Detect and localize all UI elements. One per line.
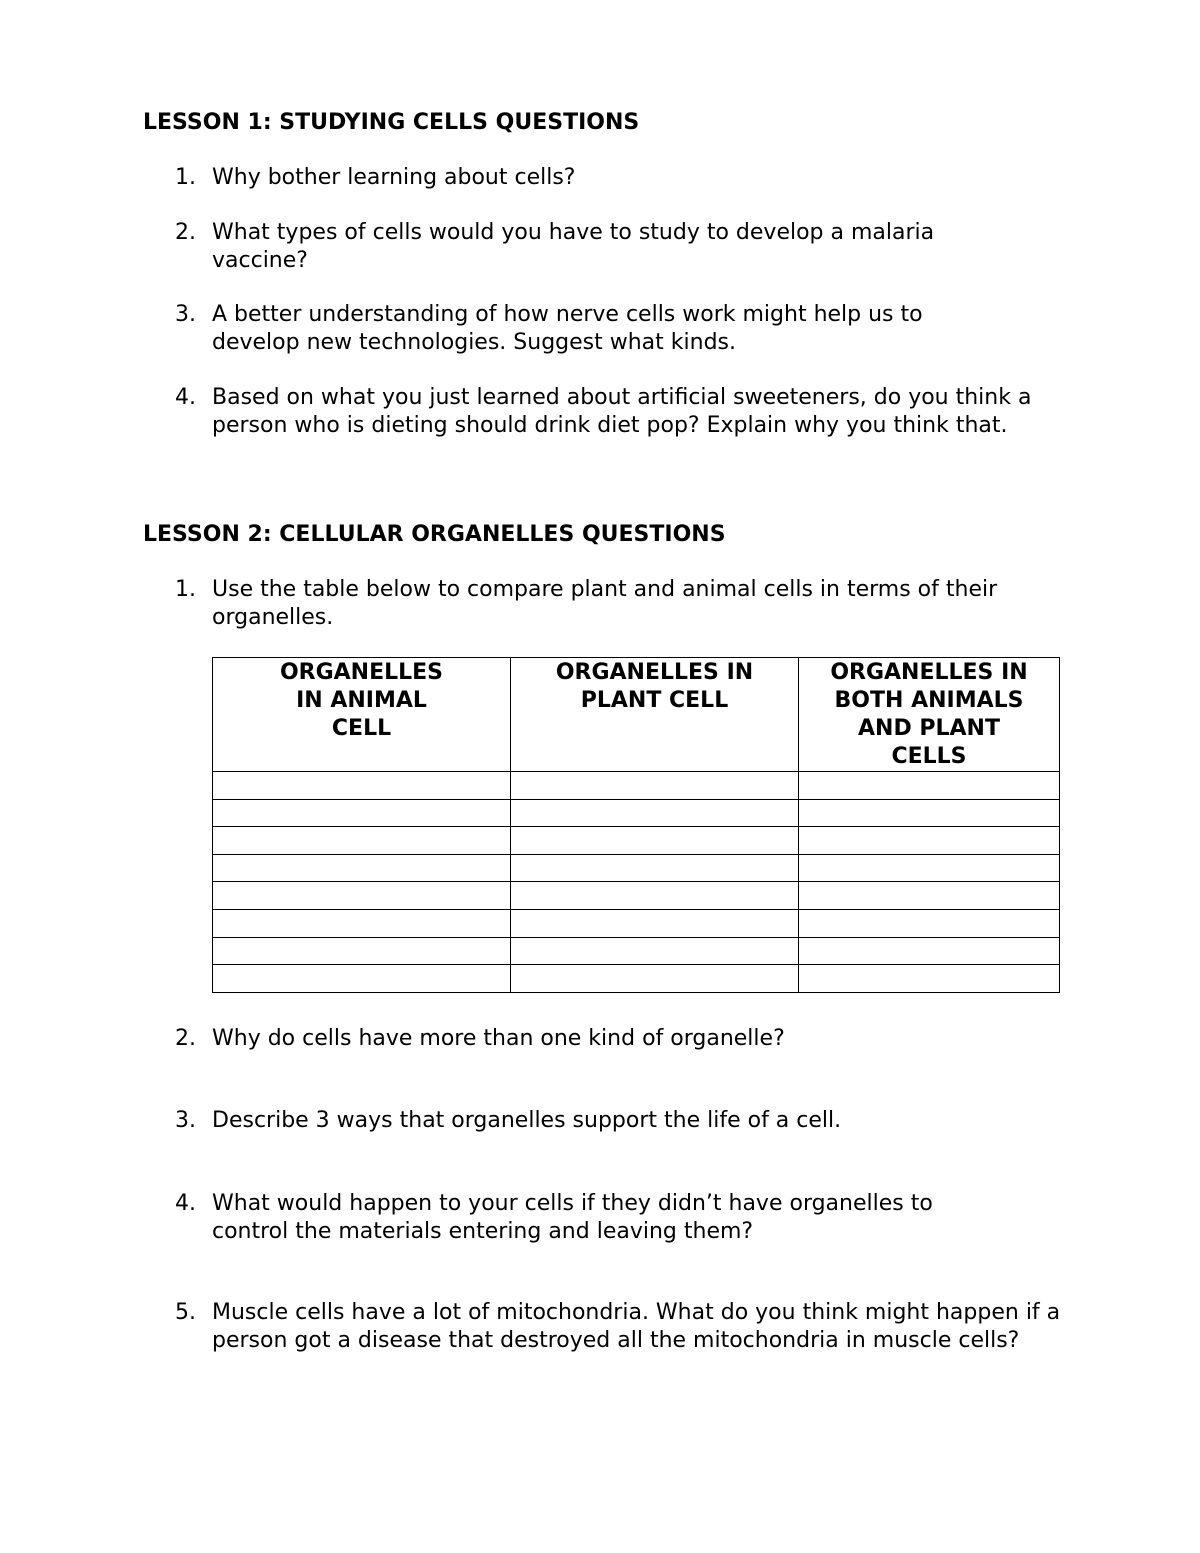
both-cells-cell[interactable]	[799, 827, 1060, 855]
question-number: 3.	[175, 302, 196, 327]
organelles-comparison-table	[212, 657, 1060, 993]
animal-cell-cell[interactable]	[213, 937, 511, 965]
lesson1-question-2	[175, 219, 1075, 275]
question-number: 2.	[175, 1026, 196, 1051]
plant-cell-cell[interactable]	[511, 854, 799, 882]
question-text: What would happen to your cells if they didn’t have organelles to control the materials entering and leaving them?	[212, 1191, 933, 1244]
both-cells-cell[interactable]	[799, 799, 1060, 827]
animal-cell-cell[interactable]	[213, 772, 511, 800]
question-text: Based on what you just learned about artificial sweeteners, do you think a person who is dieting should drink diet pop? Explain why you think that.	[212, 385, 1032, 438]
both-cells-cell[interactable]	[799, 937, 1060, 965]
both-cells-cell[interactable]	[799, 882, 1060, 910]
animal-cell-cell[interactable]	[213, 799, 511, 827]
plant-cell-cell[interactable]	[511, 882, 799, 910]
plant-cell-cell[interactable]	[511, 827, 799, 855]
question-text: Why do cells have more than one kind of organelle?	[212, 1026, 785, 1051]
header-animal-cell: ORGANELLES IN ANIMAL CELL	[213, 658, 511, 772]
animal-cell-cell[interactable]	[213, 827, 511, 855]
question-number: 2.	[175, 220, 196, 245]
question-number: 3.	[175, 1108, 196, 1133]
question-text: A better understanding of how nerve cells work might help us to develop new technologies. Suggest what kinds.	[212, 302, 923, 355]
table-row	[213, 854, 1060, 882]
animal-cell-cell[interactable]	[213, 909, 511, 937]
lesson1-question-3	[175, 301, 1075, 357]
table-row	[213, 799, 1060, 827]
question-number: 5.	[175, 1300, 196, 1325]
question-number: 1.	[175, 165, 196, 190]
header-both-cells: ORGANELLES IN BOTH ANIMALS AND PLANT CELLS	[799, 658, 1060, 772]
plant-cell-cell[interactable]	[511, 965, 799, 993]
table-row	[213, 909, 1060, 937]
question-number: 4.	[175, 385, 196, 410]
question-number: 1.	[175, 577, 196, 602]
plant-cell-cell[interactable]	[511, 772, 799, 800]
table-row	[213, 772, 1060, 800]
plant-cell-cell[interactable]	[511, 909, 799, 937]
lesson2-question-5	[175, 1299, 1075, 1355]
table-row	[213, 965, 1060, 993]
question-text: Why bother learning about cells?	[212, 165, 576, 190]
animal-cell-cell[interactable]	[213, 965, 511, 993]
question-text: Describe 3 ways that organelles support the life of a cell.	[212, 1108, 842, 1133]
table-row	[213, 827, 1060, 855]
question-number: 4.	[175, 1191, 196, 1216]
question-text: Use the table below to compare plant and animal cells in terms of their organelles.	[212, 577, 998, 630]
lesson2-question-2	[175, 1025, 1075, 1053]
lesson2-heading: LESSON 2: CELLULAR ORGANELLES QUESTIONS	[143, 522, 726, 547]
animal-cell-cell[interactable]	[213, 882, 511, 910]
lesson2-question-3	[175, 1107, 1075, 1135]
table-header-row	[213, 658, 1060, 772]
table-row	[213, 937, 1060, 965]
both-cells-cell[interactable]	[799, 965, 1060, 993]
question-text: What types of cells would you have to study to develop a malaria vaccine?	[212, 220, 935, 273]
lesson2-question-4	[175, 1190, 1075, 1246]
table-row	[213, 882, 1060, 910]
question-text: Muscle cells have a lot of mitochondria. What do you think might happen if a person got a disease that destroyed all the mitochondria in muscle cells?	[212, 1300, 1061, 1353]
both-cells-cell[interactable]	[799, 854, 1060, 882]
both-cells-cell[interactable]	[799, 772, 1060, 800]
animal-cell-cell[interactable]	[213, 854, 511, 882]
both-cells-cell[interactable]	[799, 909, 1060, 937]
plant-cell-cell[interactable]	[511, 799, 799, 827]
lesson2-question-1	[175, 576, 1075, 632]
header-plant-cell: ORGANELLES IN PLANT CELL	[511, 658, 799, 772]
lesson1-heading: LESSON 1: STUDYING CELLS QUESTIONS	[143, 110, 640, 135]
plant-cell-cell[interactable]	[511, 937, 799, 965]
lesson1-question-1	[175, 164, 1075, 192]
lesson1-question-4	[175, 384, 1075, 440]
